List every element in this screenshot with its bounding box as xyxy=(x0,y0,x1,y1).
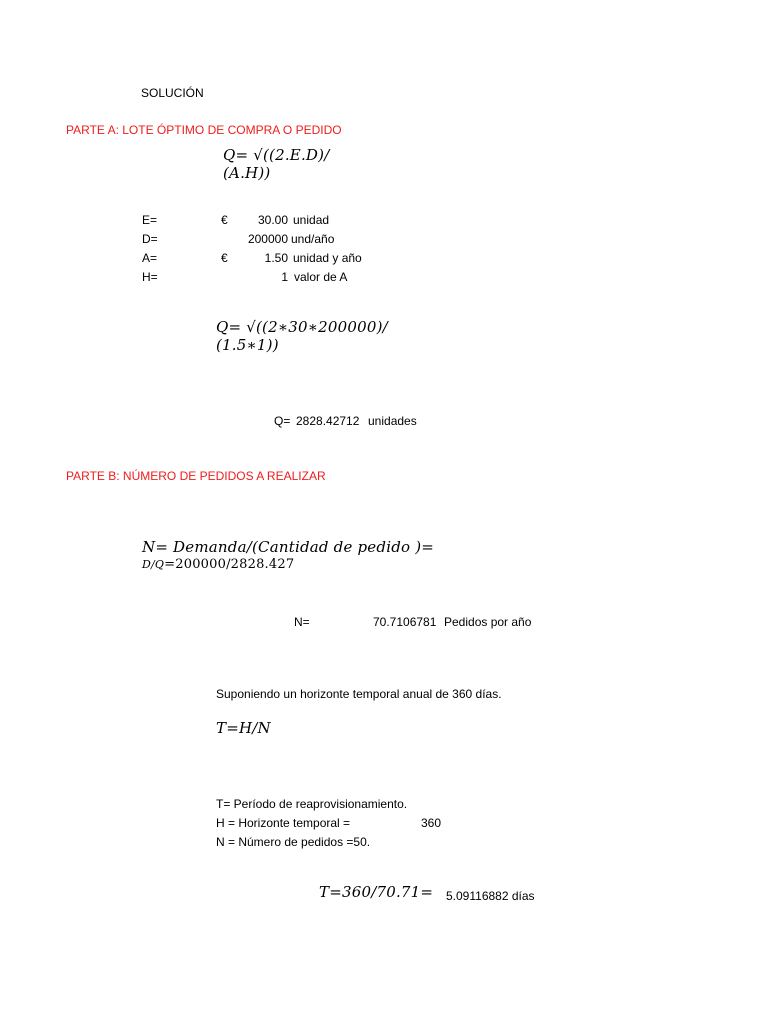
part-a-title: PARTE A: LOTE ÓPTIMO DE COMPRA O PEDIDO xyxy=(66,123,342,137)
n-formula-numeric: =200000/2828.427 xyxy=(164,557,295,572)
variable-label-h: H= xyxy=(142,270,158,284)
assumption-text: Suponiendo un horizonte temporal anual de 360 días. xyxy=(216,687,502,701)
variable-label-e: E= xyxy=(142,213,158,227)
eoq-formula-line1: Q= √((2.E.D)/ xyxy=(223,146,330,164)
eoq-formula-line2: (A.H)) xyxy=(223,164,271,182)
eoq-substituted-line2: (1.5∗1)) xyxy=(216,336,279,354)
variable-value-h: 1 xyxy=(281,270,288,284)
eoq-substituted-line1: Q= √((2∗30∗200000)/ xyxy=(216,318,388,336)
page-heading: SOLUCIÓN xyxy=(141,86,204,100)
h-value: 360 xyxy=(421,816,442,830)
n-definition: N = Número de pedidos =50. xyxy=(216,835,371,849)
t-definition: T= Período de reaprovisionamiento. xyxy=(216,797,408,811)
h-definition: H = Horizonte temporal = xyxy=(216,816,351,830)
q-result-label: Q= xyxy=(274,414,291,428)
n-result-value: 70.7106781 xyxy=(373,615,437,629)
variable-unit-e: unidad xyxy=(293,213,330,227)
variable-value-d: 200000 xyxy=(247,232,288,246)
part-b-title: PARTE B: NÚMERO DE PEDIDOS A REALIZAR xyxy=(66,469,326,483)
variable-label-a: A= xyxy=(142,251,158,265)
variable-value-e: 30.00 xyxy=(257,213,288,227)
n-result-label: N= xyxy=(294,615,310,629)
t-calculation: T=360/70.71= xyxy=(319,883,434,901)
q-result-unit: unidades xyxy=(368,414,417,428)
q-result-value: 2828.42712 xyxy=(296,414,360,428)
n-result-unit: Pedidos por año xyxy=(444,615,532,629)
variable-currency-e: € xyxy=(221,213,228,227)
variable-unit-h: valor de A xyxy=(294,270,348,284)
d-over-q-fraction: D/Q xyxy=(142,558,165,571)
variable-value-a: 1.50 xyxy=(264,251,288,265)
variable-unit-d: und/año xyxy=(291,232,335,246)
t-result: 5.09116882 días xyxy=(446,889,535,903)
t-formula: T=H/N xyxy=(216,719,271,737)
variable-currency-a: € xyxy=(221,251,228,265)
n-formula-line1: N= Demanda/(Cantidad de pedido )= xyxy=(142,538,435,556)
variable-label-d: D= xyxy=(142,232,158,246)
variable-unit-a: unidad y año xyxy=(293,251,362,265)
n-formula-line2 xyxy=(142,555,294,574)
